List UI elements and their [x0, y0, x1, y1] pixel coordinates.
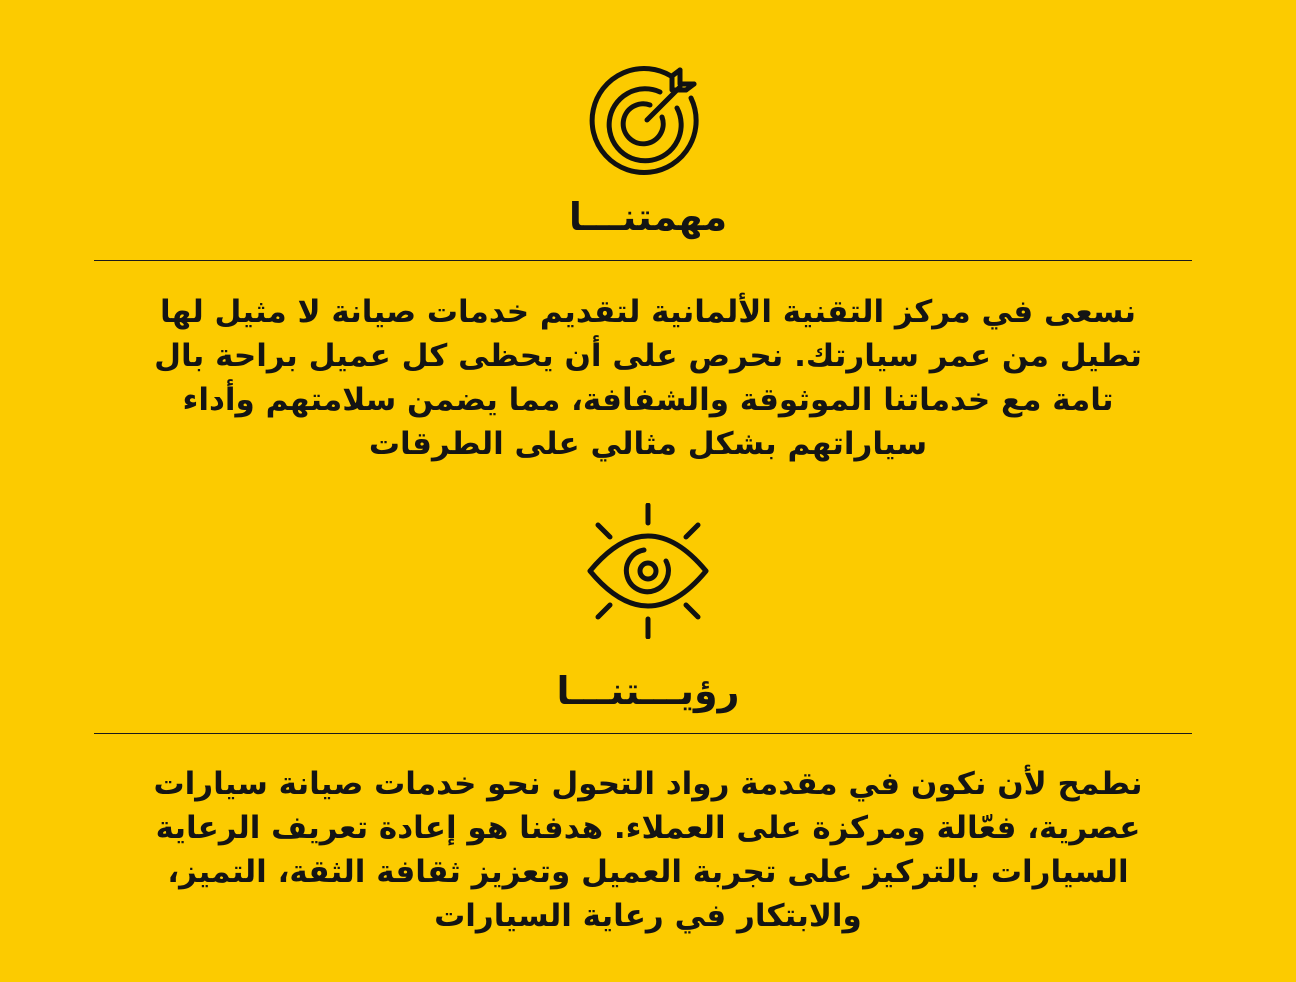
vision-divider — [94, 733, 1192, 734]
vision-title-wrap — [0, 669, 1296, 713]
mission-text-wrap — [0, 290, 1296, 466]
vision-text: نطمح لأن نكون في مقدمة رواد التحول نحو خدمات صيانة سيارات عصرية، فعّالة ومركزة على العملاء. هدفنا هو إعادة تعريف الرعاية السيارات بالتركيز على تجربة العميل وتعزيز ثقافة الثقة، التميز، والابتكار في رعاية السيارات — [153, 766, 1143, 934]
target-arrow-icon — [588, 60, 708, 180]
vision-text-wrap — [0, 762, 1296, 938]
vision-icon-wrap — [0, 503, 1296, 639]
mission-divider — [94, 260, 1192, 261]
mission-text: نسعى في مركز التقنية الألمانية لتقديم خدمات صيانة لا مثيل لها تطيل من عمر سيارتك. نحرص على أن يحظى كل عميل براحة بال تامة مع خدماتنا الموثوقة والشفافة، مما يضمن سلامتهم وأداء سياراتهم بشكل مثالي على الطرقات — [154, 294, 1142, 462]
eye-icon — [586, 503, 710, 639]
mission-title: مهمتنـــا — [568, 195, 728, 239]
vision-title: رؤيـــتنـــا — [556, 669, 740, 713]
mission-icon-wrap — [0, 60, 1296, 180]
mission-title-wrap — [0, 195, 1296, 239]
